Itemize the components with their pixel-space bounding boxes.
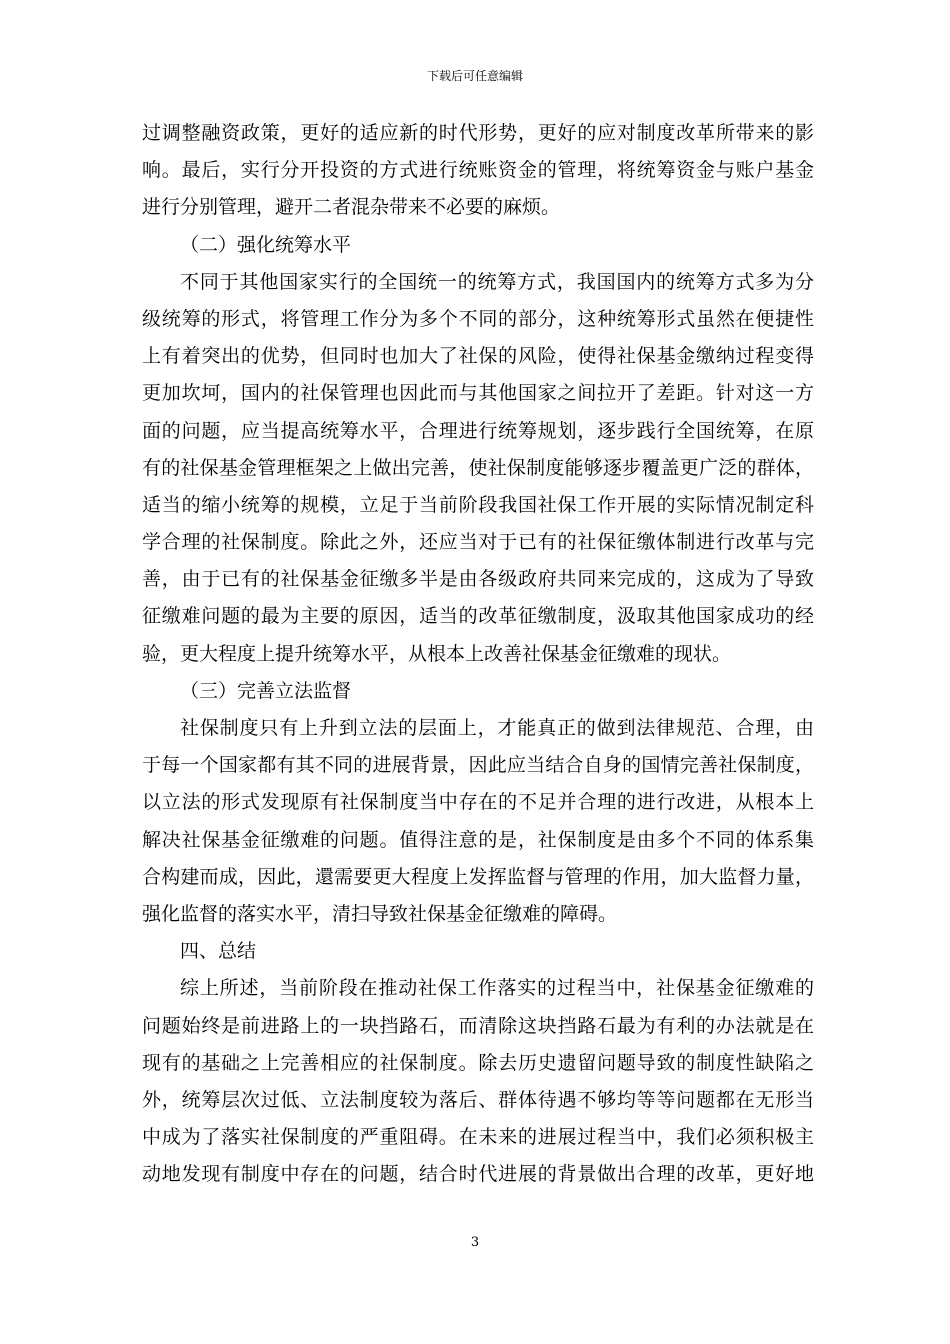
page-header: 下载后可任意编辑 bbox=[426, 69, 523, 83]
paragraph-3-line-2: 于每一个国家都有其不同的进展背景，因此应当结合自身的国情完善社保制度， bbox=[142, 754, 814, 777]
paragraph-2-line-4: 更加坎坷，国内的社保管理也因此而与其他国家之间拉开了差距。针对这一方 bbox=[142, 382, 814, 405]
paragraph-2-line-11: 验，更大程度上提升统筹水平，从根本上改善社保基金征缴难的现状。 bbox=[142, 642, 732, 665]
paragraph-2-line-1: 不同于其他国家实行的全国统一的统筹方式，我国国内的统筹方式多为分 bbox=[180, 270, 814, 293]
section-heading-2: （二）强化统筹水平 bbox=[180, 233, 352, 256]
section-heading-4: 四、总结 bbox=[180, 940, 257, 963]
document-body bbox=[142, 115, 814, 1193]
paragraph-2-line-6: 有的社保基金管理框架之上做出完善，使社保制度能够逐步覆盖更广泛的群体， bbox=[142, 456, 814, 479]
paragraph-4-line-4: 外，统筹层次过低、立法制度较为落后、群体待遇不够均等等问题都在无形当 bbox=[142, 1088, 814, 1111]
paragraph-2-line-9: 善，由于已有的社保基金征缴多半是由各级政府共同来完成的，这成为了导致 bbox=[142, 568, 814, 591]
paragraph-2-line-5: 面的问题，应当提高统筹水平，合理进行统筹规划，逐步践行全国统筹，在原 bbox=[142, 419, 814, 442]
paragraph-1-line-2: 响。最后，实行分开投资的方式进行统账资金的管理，将统筹资金与账户基金 bbox=[142, 159, 814, 182]
paragraph-4-line-6: 动地发现有制度中存在的问题，结合时代进展的背景做出合理的改革，更好地 bbox=[142, 1163, 814, 1186]
paragraph-4-line-1: 综上所述，当前阶段在推动社保工作落实的过程当中，社保基金征缴难的 bbox=[180, 977, 814, 1000]
paragraph-2-line-2: 级统筹的形式，将管理工作分为多个不同的部分，这种统筹形式虽然在便捷性 bbox=[142, 307, 814, 330]
paragraph-2-line-8: 学合理的社保制度。除此之外，还应当对于已有的社保征缴体制进行改革与完 bbox=[142, 531, 814, 554]
paragraph-1-line-3: 进行分别管理，避开二者混杂带来不必要的麻烦。 bbox=[142, 196, 561, 219]
paragraph-3-line-3: 以立法的形式发现原有社保制度当中存在的不足并合理的进行改进，从根本上 bbox=[142, 791, 814, 814]
page-number: 3 bbox=[470, 1235, 480, 1250]
paragraph-3-line-6: 强化监督的落实水平，清扫导致社保基金征缴难的障碍。 bbox=[142, 902, 618, 925]
paragraph-4-line-3: 现有的基础之上完善相应的社保制度。除去历史遗留问题导致的制度性缺陷之 bbox=[142, 1051, 814, 1074]
paragraph-3-line-1: 社保制度只有上升到立法的层面上，才能真正的做到法律规范、合理，由 bbox=[180, 717, 814, 739]
paragraph-2-line-3: 上有着突出的优势，但同时也加大了社保的风险，使得社保基金缴纳过程变得 bbox=[142, 345, 814, 368]
paragraph-4-line-5: 中成为了落实社保制度的严重阻碍。在未来的进展过程当中，我们必须积极主 bbox=[142, 1126, 814, 1149]
section-heading-3: （三）完善立法监督 bbox=[180, 679, 352, 702]
paragraph-2-line-7: 适当的缩小统筹的规模，立足于当前阶段我国社保工作开展的实际情况制定科 bbox=[142, 493, 814, 516]
paragraph-1-line-1: 过调整融资政策，更好的适应新的时代形势，更好的应对制度改革所带来的影 bbox=[142, 122, 814, 144]
paragraph-3-line-4: 解决社保基金征缴难的问题。值得注意的是，社保制度是由多个不同的体系集 bbox=[142, 828, 814, 851]
paragraph-4-line-2: 问题始终是前进路上的一块挡路石，而清除这块挡路石最为有利的办法就是在 bbox=[142, 1014, 814, 1037]
paragraph-3-line-5: 合构建而成，因此，還需要更大程度上发挥监督与管理的作用，加大监督力量， bbox=[142, 865, 814, 888]
paragraph-2-line-10: 征缴难问题的最为主要的原因，适当的改革征缴制度，汲取其他国家成功的经 bbox=[142, 605, 814, 628]
